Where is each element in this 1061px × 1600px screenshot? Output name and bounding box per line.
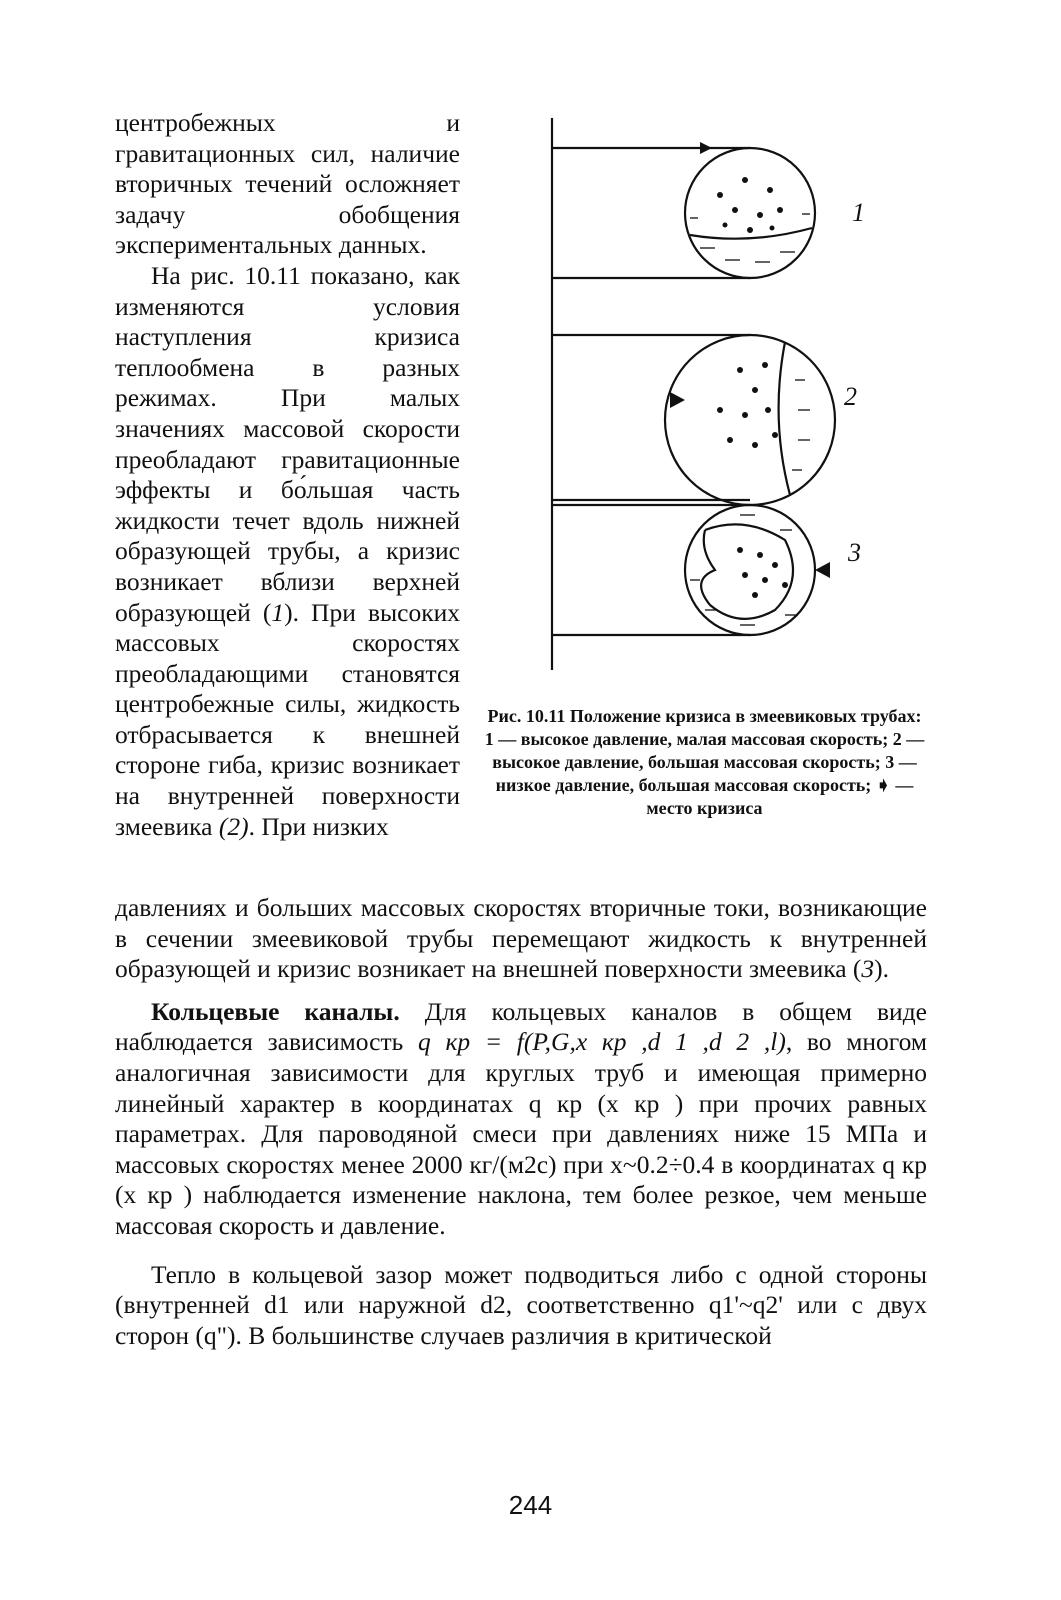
coil-tube-figure xyxy=(540,110,900,670)
paragraph-2-part-c: . При низких xyxy=(248,811,389,841)
paragraph-2-cont-a: давлениях и больших массовых скоростях вторичные токи, возникающие в сечении змеевиковой трубы перемещают жидкость к внутренней образующей и кризис возникает на внешней поверхности змеевика ( xyxy=(115,893,927,984)
reference-3: 3 xyxy=(861,954,875,984)
full-width-text xyxy=(115,893,927,1351)
formula-qkr: q кр = f(P,G,x кр ,d 1 ,d 2 ,l) xyxy=(418,1027,786,1057)
reference-2: (2) xyxy=(218,811,249,841)
paragraph-2-part-a: На рис. 10.11 показано, как изменяются условия наступления кризиса теплообмена в разных режимах. При малых значениях массовой скорости преобладают гравитационные эффекты и бо́льшая часть жидкости течет вдоль нижней образующей трубы, а кризис возникает вблизи верхней образующей ( xyxy=(115,260,460,627)
paragraph-2-continued xyxy=(115,893,927,985)
reference-1: 1 xyxy=(271,597,285,627)
figure-caption xyxy=(482,705,927,820)
paragraph-3-part-a: Для кольцевых каналов в общем виде наблюдается зависимость xyxy=(115,996,927,1057)
figure-label-3: 3 xyxy=(848,538,861,567)
paragraph-3 xyxy=(115,997,927,1242)
left-text-column xyxy=(115,108,460,842)
figure-label-2: 2 xyxy=(844,382,857,411)
paragraph-2-part-b: ). При высоких массовых скоростях преобладающими становятся центробежные силы, жидкость отбрасывается к внешней стороне гиба, кризис возникает на внутренней поверхности змеевика xyxy=(115,597,460,841)
page-number: 244 xyxy=(508,1490,553,1520)
paragraph-1: центробежных и гравитационных сил, наличие вторичных течений осложняет задачу обобщения экспериментальных данных. xyxy=(115,108,460,260)
caption-title: Рис. 10.11 Положение кризиса в змеевиковых трубах: xyxy=(487,706,922,726)
paragraph-3-part-b: , во многом аналогичная зависимости для круглых труб и имеющая примерно линейный характер в координатах q кр (x кр ) при прочих равных параметрах. Для пароводяной смеси при давлениях ниже 15 МПа и массовых скоростях менее 2000 кг/(м2с) при x~0.2÷0.4 в координатах q кр (x кр ) наблюдается изменение наклона, тем более резкое, чем меньше массовая скорость и давление. xyxy=(115,1027,927,1240)
figure-label-1: 1 xyxy=(852,198,865,227)
caption-body: 1 — высокое давление, малая массовая скорость; 2 — высокое давление, большая массовая скорость; 3 — низкое давление, большая массовая скорость; ➧ — место кризиса xyxy=(484,729,925,818)
paragraph-2-cont-b: ). xyxy=(874,954,890,984)
section-heading-annular: Кольцевые каналы. xyxy=(151,996,400,1026)
paragraph-4: Тепло в кольцевой зазор может подводиться либо с одной стороны (внутренней d1 или наружной d2, соответственно q1'~q2' или с двух сторон (q"). В большинстве случаев различия в критической xyxy=(115,1259,927,1350)
paragraph-2 xyxy=(115,261,460,842)
